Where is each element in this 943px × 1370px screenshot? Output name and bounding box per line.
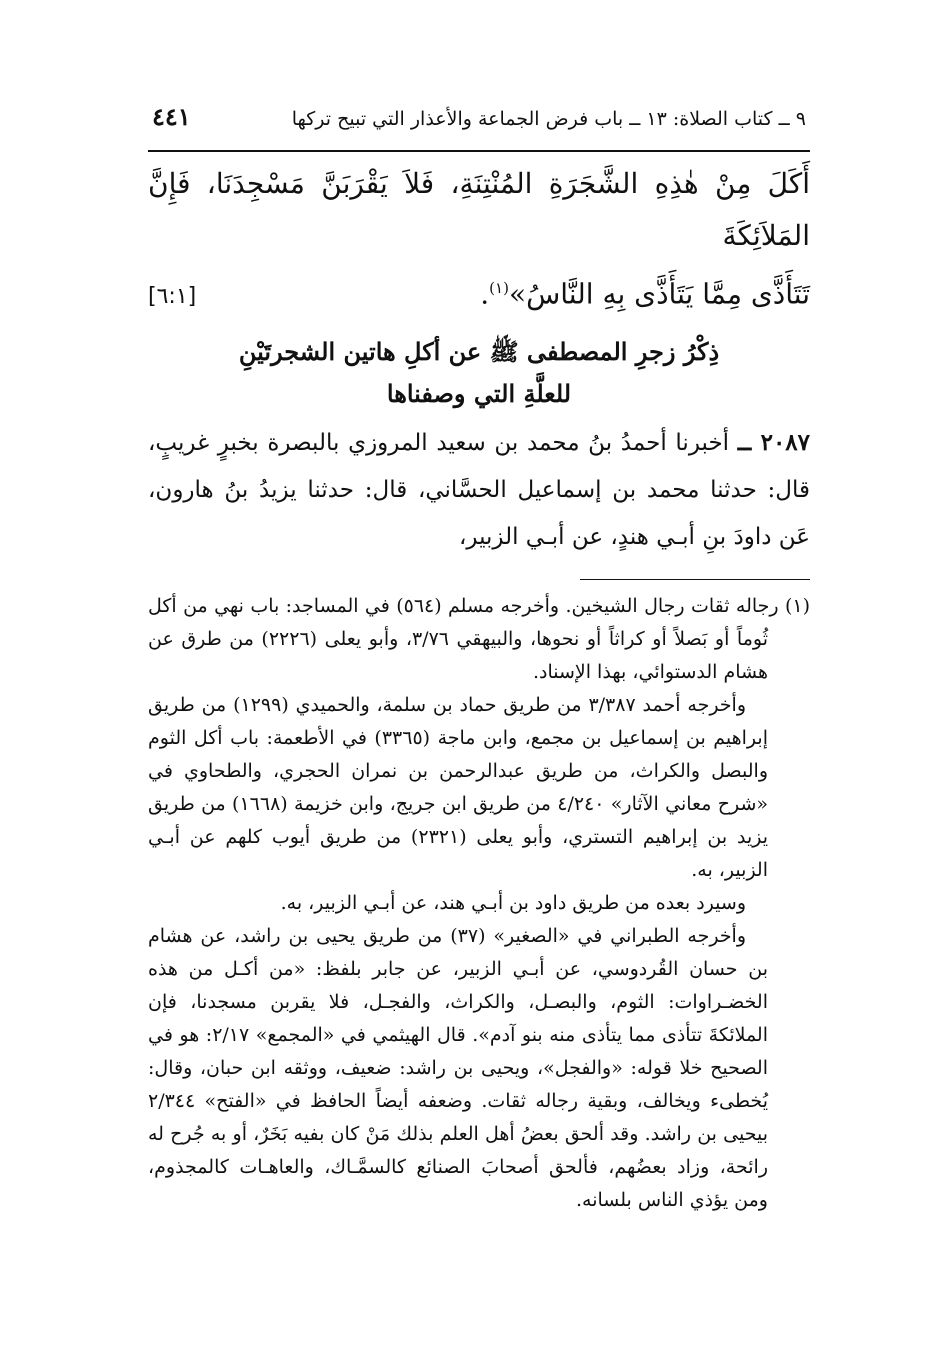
section-heading-line-1: ذِكْرُ زجرِ المصطفى ﷺ عن أكلِ هاتين الشجرتَيْنِ	[238, 337, 720, 367]
hadith-continuation	[148, 158, 810, 323]
hadith-reference: [٦:١]	[148, 284, 197, 310]
section-heading	[148, 331, 810, 415]
footnote-paragraph-3: وسيرد بعده من طريق داود بن أبـي هند، عن أبـي الزبير، به.	[280, 892, 746, 915]
chapter-title: ٩ ــ كتاب الصلاة: ١٣ ــ باب فرض الجماعة والأعذار التي تبيح تركها	[291, 108, 806, 130]
footnote-separator	[580, 579, 810, 580]
page-number: ٤٤١	[152, 102, 191, 131]
book-page	[148, 100, 810, 1217]
footnote-1-text: رجاله ثقات رجال الشيخين. وأخرجه مسلم (٥٦٤) في المساجد: باب نهي من أكل ثُوماً أو بَصلاً أو كراثاً أو نحوها، والبيهقي ٣/٧٦، وأبو يعلى (٢٢٢٦) من طرق عن هشام الدستوائي، بهذا الإسناد.	[148, 595, 779, 684]
footnote-paragraph-2: وأخرجه أحمد ٣/٣٨٧ من طريق حماد بن سلمة، والحميدي (١٢٩٩) من طريق إبراهيم بن إسماعيل بن مجمع، وابن ماجة (٣٣٦٥) في الأطعمة: باب أكل الثوم والبصل والكراث، من طريق عبدالرحمن بن نمران الحجري، والطحاوي في «شرح معاني الآثار» ٤/٢٤٠ من طريق ابن جريج، وابن خزيمة (١٦٦٨) من طريق يزيد بن إبراهيم التستري، وأبو يعلى (٢٣٢١) من طريق أيوب كلهم عن أبـي الزبير، به.	[148, 694, 768, 882]
hadith-line-2-end: .	[480, 277, 490, 311]
footnote-1	[148, 590, 810, 689]
hadith-line-2-words: تَتَأَذَّى مِمَّا يَتَأَذَّى بِهِ النَّاسُ»	[508, 277, 810, 311]
hadith-line-2	[148, 262, 810, 323]
hadith-line-2-text	[480, 262, 810, 320]
footnote-1-marker: (١)	[784, 595, 811, 618]
running-header	[148, 100, 810, 136]
hadith-number: ٢٠٨٧ ــ	[737, 429, 811, 457]
footnotes	[148, 590, 810, 1217]
footnote-paragraph-4: وأخرجه الطبراني في «الصغير» (٣٧) من طريق يحيى بن راشد، عن هشام بن حسان القُردوسي، عن أبـي الزبير، عن جابر بلفظ: «من أكـل من هذه الخضـراوات: الثوم، والبصـل، والكراث، والفجـل، فلا يقربن مسجدنا، فإن الملائكةَ تتأذى مما يتأذى منه بنو آدم». قال الهيثمي في «المجمع» ٢/١٧: هو في الصحيح خلا قوله: «والفجل»، ويحيى بن راشد: ضعيف، ووثقه ابن حبان، وقال: يُخطىء ويخالف، وبقية رجاله ثقات. وضعفه أيضاً الحافظ في «الفتح» ٢/٣٤٤ بيحيى بن راشد. وقد ألحق بعضُ أهل العلم بذلك مَنْ كان بفيه بَخَرٌ، أو به جُرح له رائحة، وزاد بعضُهم، فألحق أصحابَ الصنائع كالسمَّـاك، والعاهـات كالمجذوم، ومن يؤذي الناس بلسانه.	[148, 925, 768, 1212]
hadith-2087	[148, 419, 810, 561]
header-rule	[148, 150, 810, 152]
footnote-marker: (١)	[489, 279, 509, 297]
section-heading-line-2: للعلَّةِ التي وصفناها	[386, 379, 572, 409]
hadith-line-1: أَكَلَ مِنْ هٰذِهِ الشَّجَرَةِ المُنْتِنَةِ، فَلاَ يَقْرَبَنَّ مَسْجِدَنَا، فَإِنَّ المَلاَئِكَةَ	[148, 167, 810, 252]
hadith-isnad-text: أخبرنا أحمدُ بنُ محمد بن سعيد المروزي بالبصرة بخبرٍ غريبٍ، قال: حدثنا محمد بن إسماعيل الحسَّاني، قال: حدثنا يزيدُ بنُ هارون، عَن داودَ بنِ أبـي هندٍ، عن أبـي الزبير،	[148, 430, 810, 551]
